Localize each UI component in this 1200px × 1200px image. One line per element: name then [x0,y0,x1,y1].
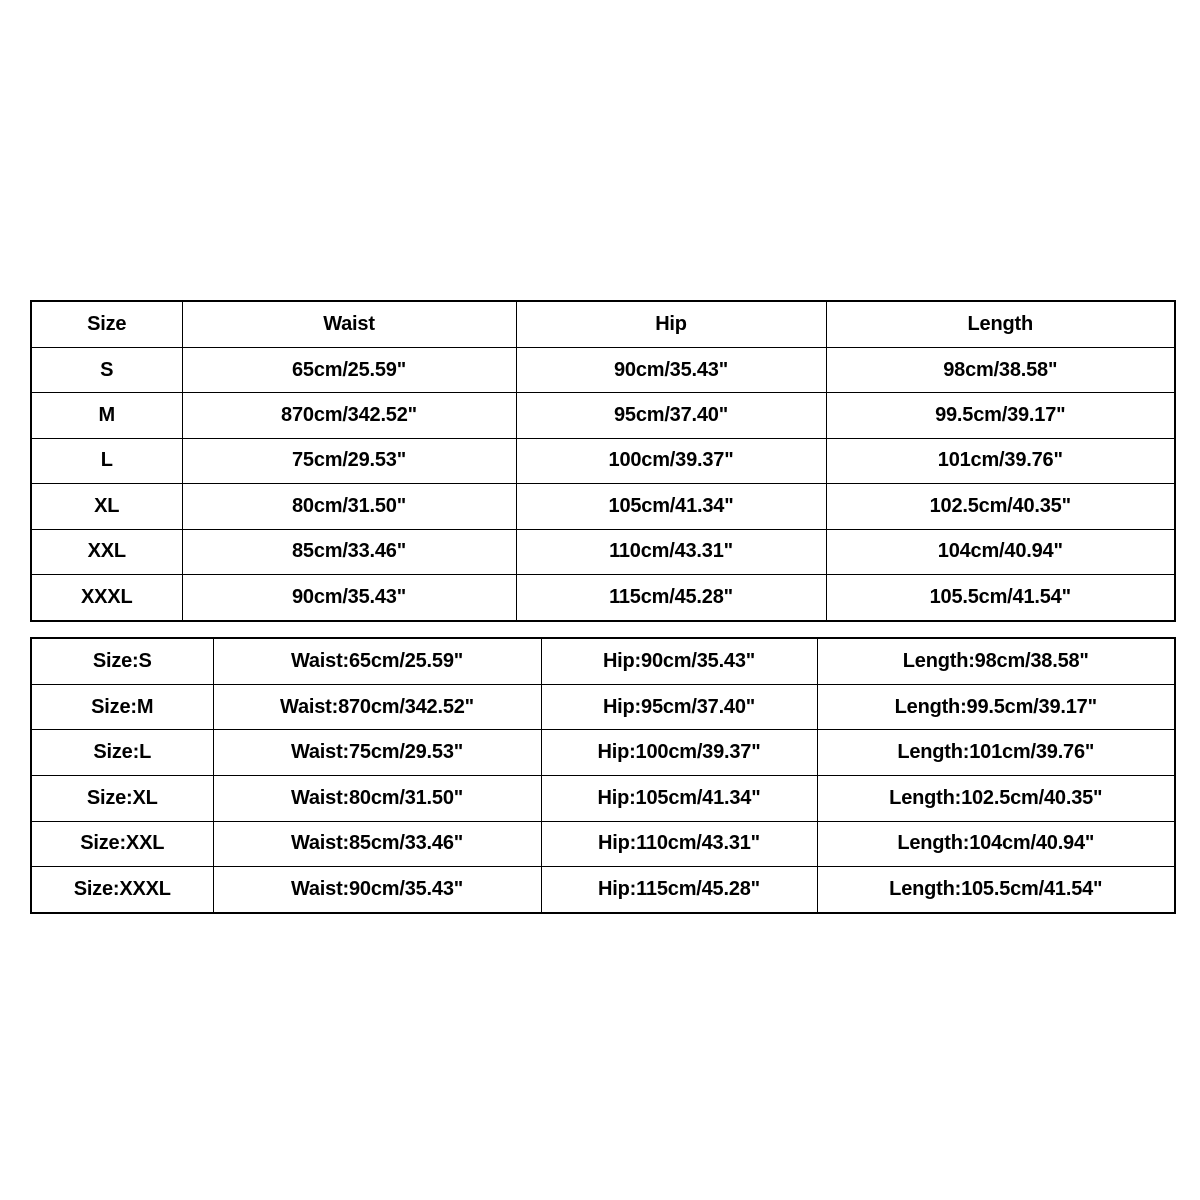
size-cell: XXXL [31,575,182,621]
size-cell: Size:M [31,684,213,730]
table-row [31,867,1175,913]
length-cell: 98cm/38.58" [826,347,1175,392]
hip-cell: Hip:100cm/39.37" [541,730,817,776]
table-header-row [31,301,1175,347]
size-cell: S [31,347,182,392]
hip-cell: Hip:90cm/35.43" [541,638,817,684]
length-cell: Length:98cm/38.58" [817,638,1175,684]
table-row [31,821,1175,867]
table-row [31,347,1175,392]
size-cell: Size:XL [31,775,213,821]
hip-cell: Hip:95cm/37.40" [541,684,817,730]
waist-cell: 90cm/35.43" [182,575,516,621]
hip-cell: 115cm/45.28" [516,575,826,621]
table-row [31,484,1175,529]
table-row [31,438,1175,483]
size-cell: XXL [31,529,182,574]
size-cell: XL [31,484,182,529]
length-cell: Length:99.5cm/39.17" [817,684,1175,730]
hip-cell: Hip:105cm/41.34" [541,775,817,821]
length-cell: 101cm/39.76" [826,438,1175,483]
waist-cell: Waist:90cm/35.43" [213,867,541,913]
size-cell: Size:XXL [31,821,213,867]
length-cell: Length:102.5cm/40.35" [817,775,1175,821]
size-cell: M [31,393,182,438]
length-cell: Length:104cm/40.94" [817,821,1175,867]
hip-cell: 100cm/39.37" [516,438,826,483]
waist-cell: 75cm/29.53" [182,438,516,483]
table-row [31,775,1175,821]
table-row [31,575,1175,621]
length-cell: 105.5cm/41.54" [826,575,1175,621]
size-cell: L [31,438,182,483]
header-length: Length [826,301,1175,347]
length-cell: 99.5cm/39.17" [826,393,1175,438]
header-hip: Hip [516,301,826,347]
length-cell: 104cm/40.94" [826,529,1175,574]
waist-cell: Waist:65cm/25.59" [213,638,541,684]
hip-cell: Hip:115cm/45.28" [541,867,817,913]
table-row [31,684,1175,730]
waist-cell: 80cm/31.50" [182,484,516,529]
waist-cell: Waist:870cm/342.52" [213,684,541,730]
length-cell: 102.5cm/40.35" [826,484,1175,529]
hip-cell: Hip:110cm/43.31" [541,821,817,867]
size-cell: Size:L [31,730,213,776]
length-cell: Length:105.5cm/41.54" [817,867,1175,913]
hip-cell: 90cm/35.43" [516,347,826,392]
length-cell: Length:101cm/39.76" [817,730,1175,776]
size-cell: Size:XXXL [31,867,213,913]
header-waist: Waist [182,301,516,347]
waist-cell: 85cm/33.46" [182,529,516,574]
table-row [31,730,1175,776]
table-row [31,638,1175,684]
size-chart-labeled-table [30,637,1176,914]
waist-cell: Waist:75cm/29.53" [213,730,541,776]
size-cell: Size:S [31,638,213,684]
table-row [31,393,1175,438]
waist-cell: 870cm/342.52" [182,393,516,438]
table-row [31,529,1175,574]
waist-cell: Waist:85cm/33.46" [213,821,541,867]
waist-cell: Waist:80cm/31.50" [213,775,541,821]
waist-cell: 65cm/25.59" [182,347,516,392]
hip-cell: 95cm/37.40" [516,393,826,438]
header-size: Size [31,301,182,347]
hip-cell: 110cm/43.31" [516,529,826,574]
size-chart-table [30,300,1176,622]
hip-cell: 105cm/41.34" [516,484,826,529]
